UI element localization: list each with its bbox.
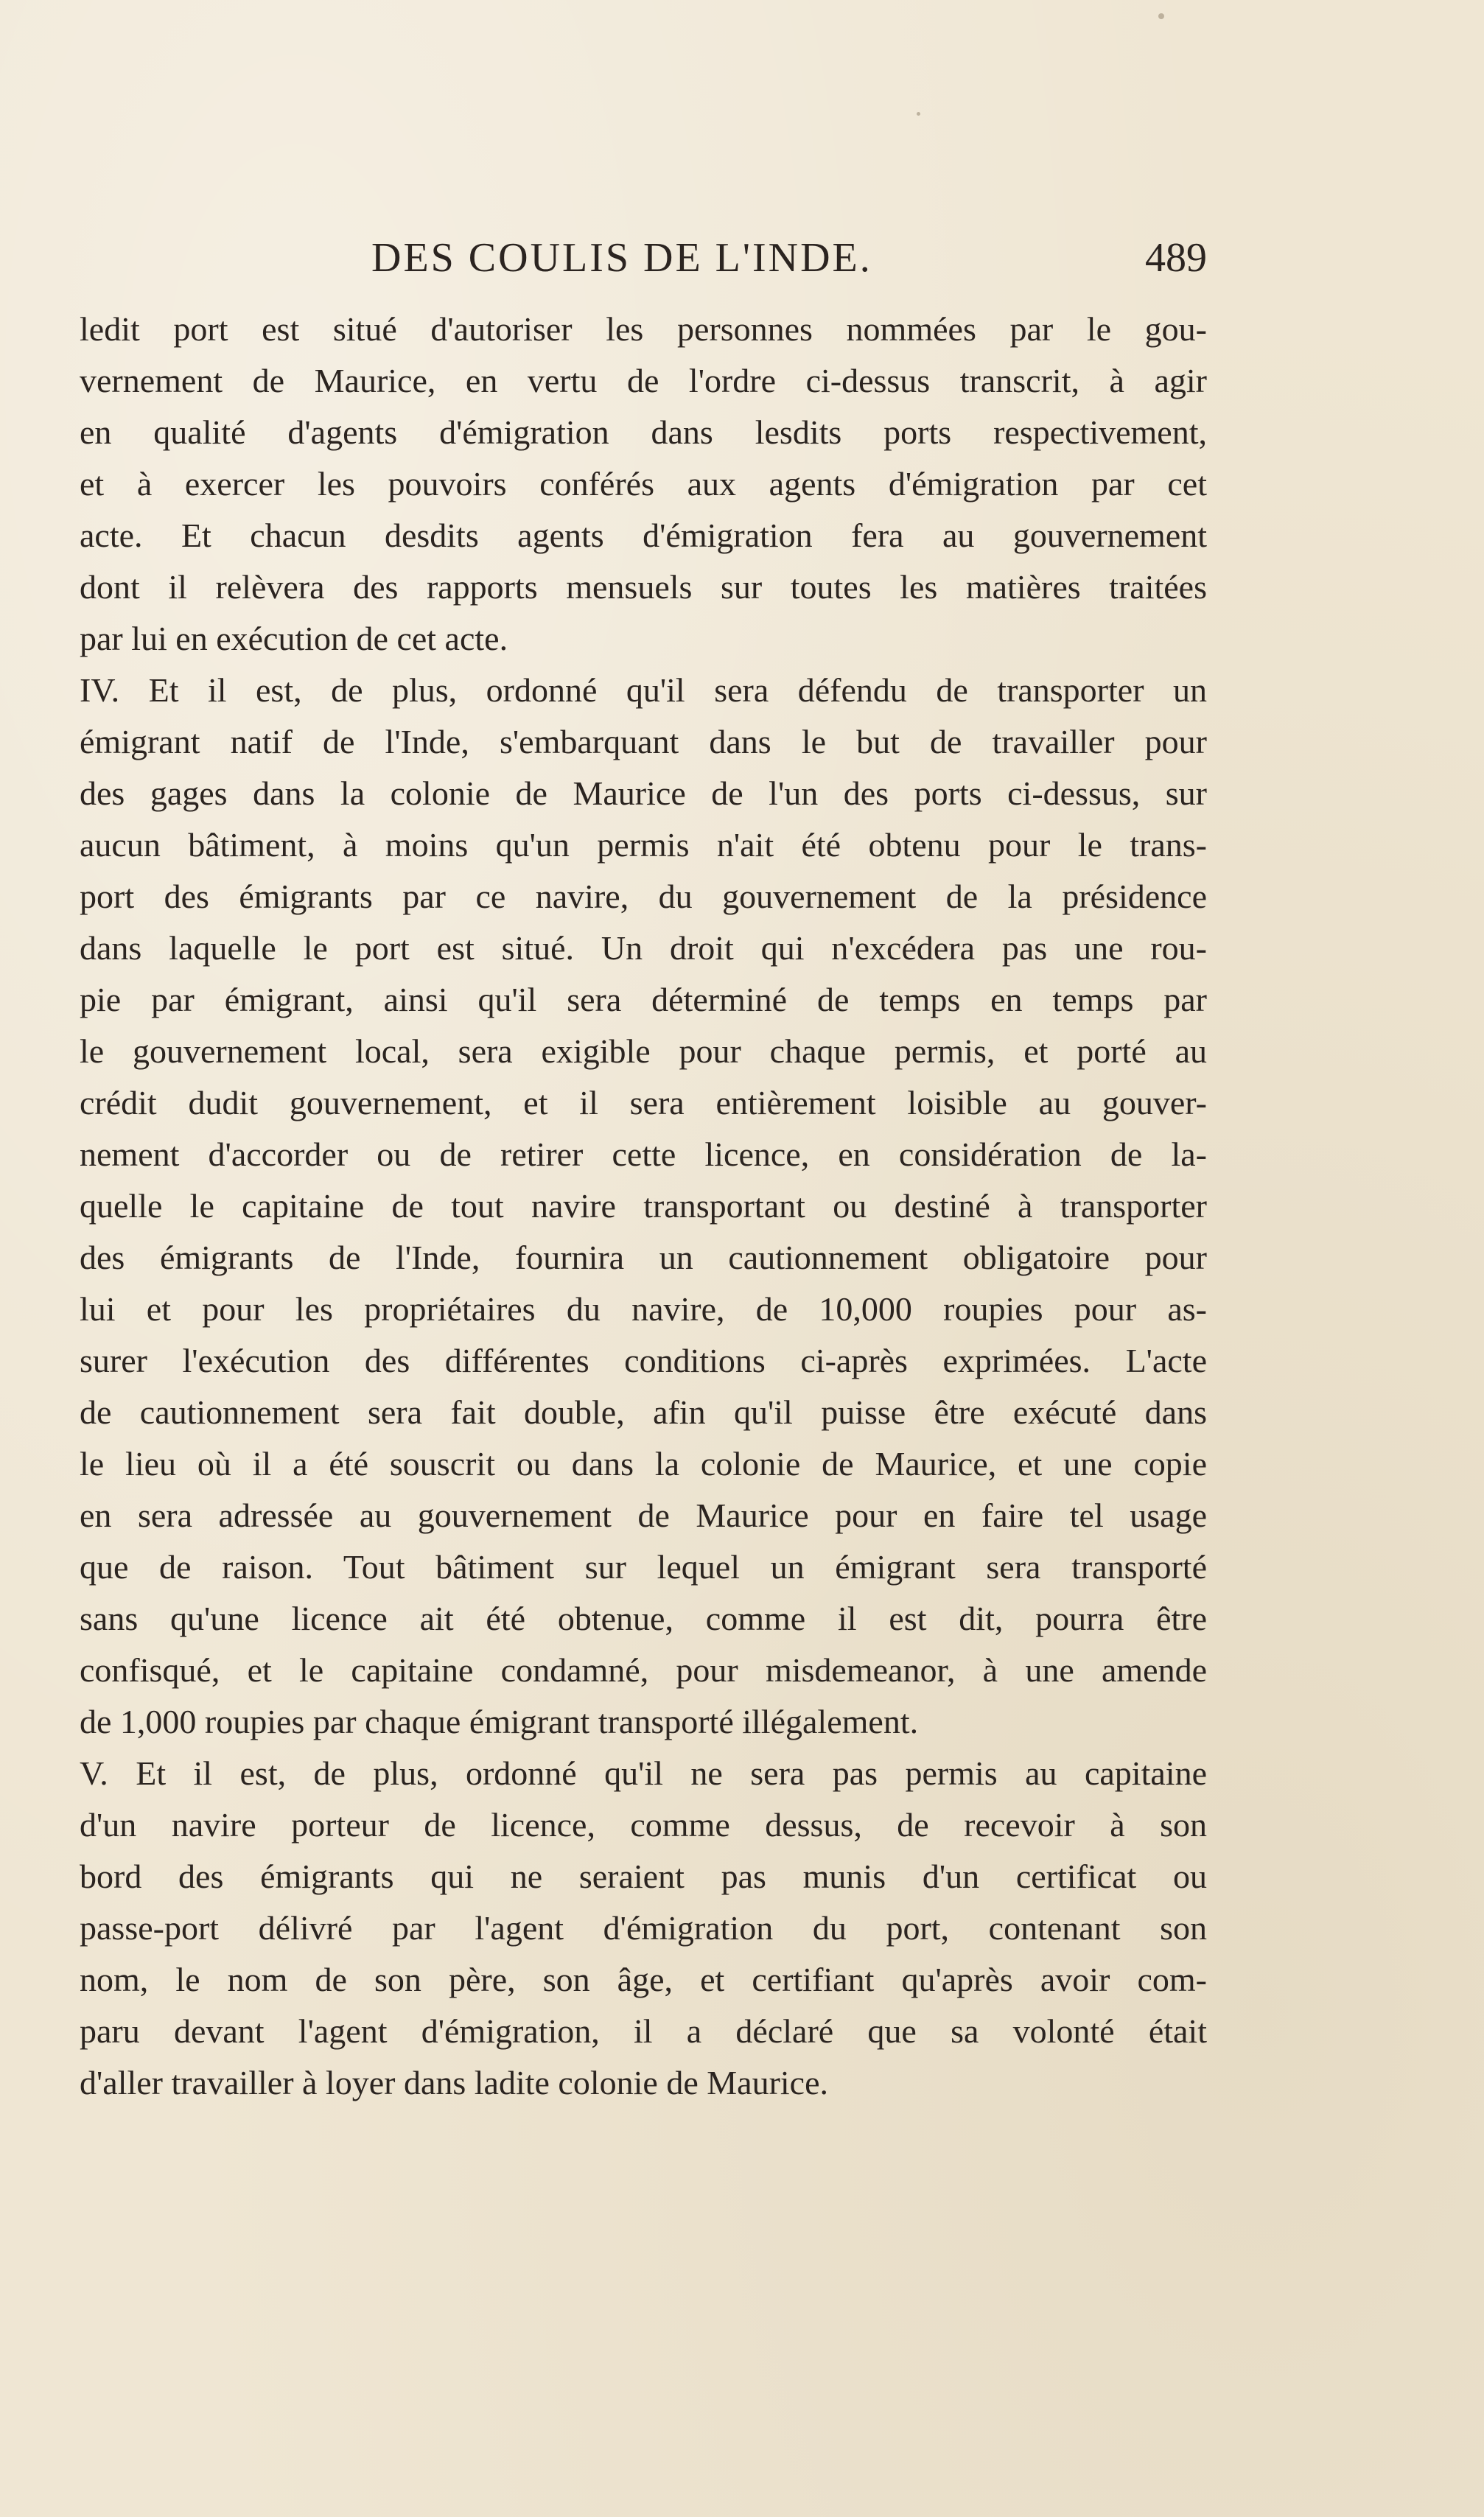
text-line: sans qu'une licence ait été obtenue, comme il est dit, pourra être (80, 1600, 1207, 1637)
text-line: port des émigrants par ce navire, du gouvernement de la présidence (80, 878, 1207, 915)
text-line: vernement de Maurice, en vertu de l'ordre ci-dessus transcrit, à agir (80, 362, 1207, 399)
text-line: des gages dans la colonie de Maurice de l'un des ports ci-dessus, sur (80, 774, 1207, 812)
text-line: émigrant natif de l'Inde, s'embarquant dans le but de travailler pour (80, 723, 1207, 760)
text-line: dans laquelle le port est situé. Un droit qui n'excédera pas une rou- (80, 929, 1207, 967)
text-line: le lieu où il a été souscrit ou dans la colonie de Maurice, et une copie (80, 1445, 1207, 1482)
running-title: DES COULIS DE L'INDE. (371, 235, 872, 281)
text-line: IV. Et il est, de plus, ordonné qu'il sera défendu de transporter un (80, 671, 1207, 709)
body-text (80, 304, 1207, 2109)
text-line: ledit port est situé d'autoriser les personnes nommées par le gou- (80, 310, 1207, 348)
text-line: d'un navire porteur de licence, comme dessus, de recevoir à son (80, 1806, 1207, 1844)
paper-speck (1158, 13, 1164, 19)
text-line: confisqué, et le capitaine condamné, pour misdemeanor, à une amende (80, 1651, 1207, 1689)
text-line: des émigrants de l'Inde, fournira un cautionnement obligatoire pour (80, 1239, 1207, 1276)
text-line: paru devant l'agent d'émigration, il a déclaré que sa volonté était (80, 2012, 1207, 2050)
text-line: bord des émigrants qui ne seraient pas munis d'un certificat ou (80, 1858, 1207, 1895)
paragraph-intro (80, 304, 1207, 665)
text-line: passe-port délivré par l'agent d'émigration du port, contenant son (80, 1909, 1207, 1947)
page-number: 489 (1145, 235, 1207, 281)
text-line: aucun bâtiment, à moins qu'un permis n'ait été obtenu pour le trans- (80, 826, 1207, 864)
text-line: le gouvernement local, sera exigible pour chaque permis, et porté au (80, 1032, 1207, 1070)
text-line: de 1,000 roupies par chaque émigrant transporté illégalement. (80, 1703, 919, 1740)
text-line: de cautionnement sera fait double, afin qu'il puisse être exécuté dans (80, 1393, 1207, 1431)
paragraph-article-v (80, 1748, 1207, 2109)
text-line: crédit dudit gouvernement, et il sera entièrement loisible au gouver- (80, 1084, 1207, 1121)
text-line: surer l'exécution des différentes conditions ci-après exprimées. L'acte (80, 1342, 1207, 1379)
text-line: en sera adressée au gouvernement de Maurice pour en faire tel usage (80, 1496, 1207, 1534)
text-line: par lui en exécution de cet acte. (80, 620, 508, 657)
text-line: quelle le capitaine de tout navire transportant ou destiné à transporter (80, 1187, 1207, 1225)
text-line: pie par émigrant, ainsi qu'il sera déterminé de temps en temps par (80, 981, 1207, 1018)
text-line: que de raison. Tout bâtiment sur lequel un émigrant sera transporté (80, 1548, 1207, 1586)
text-line: d'aller travailler à loyer dans ladite colonie de Maurice. (80, 2064, 828, 2101)
paragraph-article-iv (80, 665, 1207, 1748)
text-line: et à exercer les pouvoirs conférés aux agents d'émigration par cet (80, 465, 1207, 503)
text-line: V. Et il est, de plus, ordonné qu'il ne sera pas permis au capitaine (80, 1754, 1207, 1792)
text-line: en qualité d'agents d'émigration dans lesdits ports respectivement, (80, 413, 1207, 451)
text-line: dont il relèvera des rapports mensuels sur toutes les matières traitées (80, 568, 1207, 606)
text-line: nement d'accorder ou de retirer cette licence, en considération de la- (80, 1135, 1207, 1173)
text-line: lui et pour les propriétaires du navire, de 10,000 roupies pour as- (80, 1290, 1207, 1328)
paper-speck (917, 112, 920, 116)
text-line: acte. Et chacun desdits agents d'émigration fera au gouvernement (80, 517, 1207, 554)
running-head (80, 234, 1207, 293)
text-line: nom, le nom de son père, son âge, et certifiant qu'après avoir com- (80, 1961, 1207, 1998)
